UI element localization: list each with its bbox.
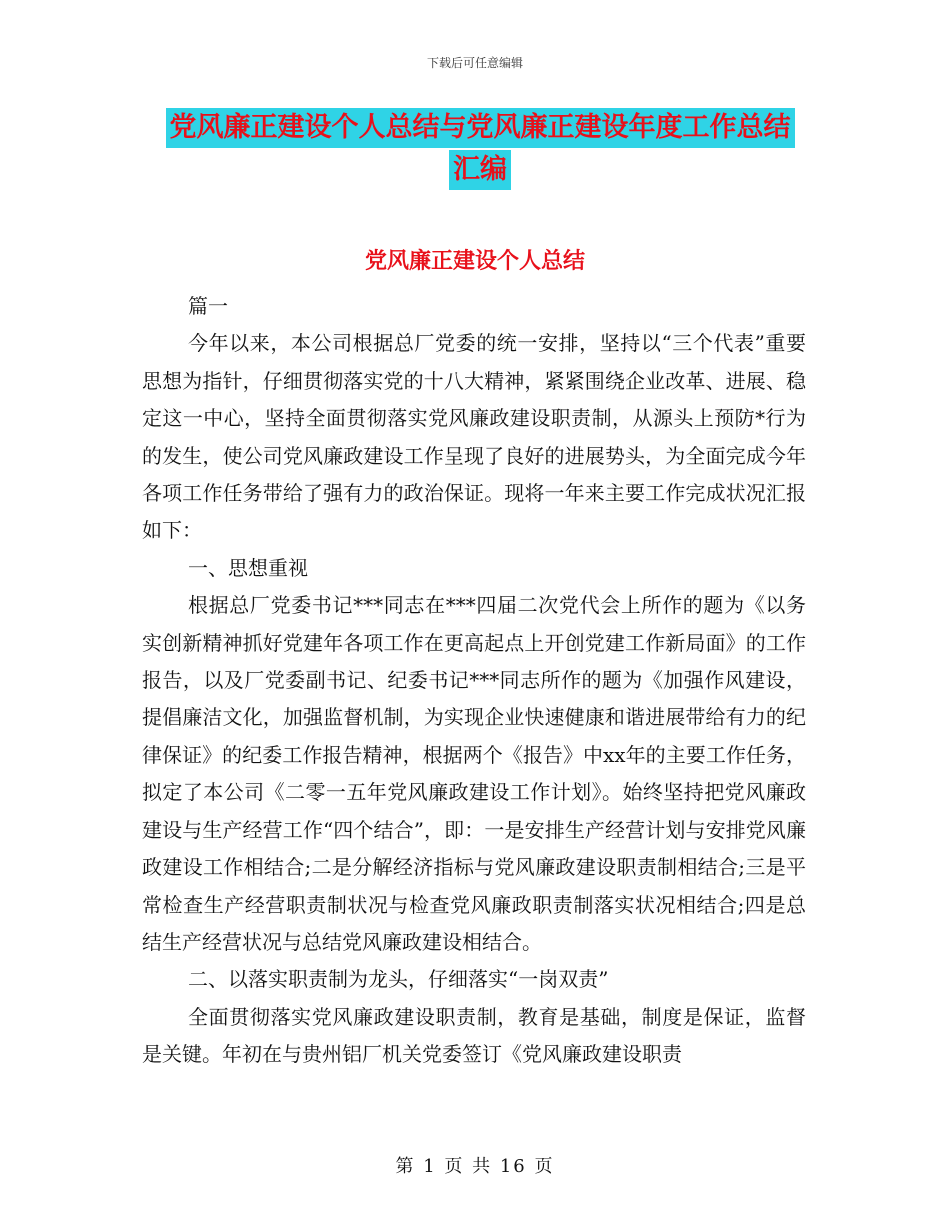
document-body (142, 288, 806, 1074)
document-title (140, 108, 820, 190)
header-note: 下载后可任意编辑 (426, 56, 523, 70)
title-line-2: 汇编 (449, 150, 511, 190)
paragraph-heading-part1: 篇一 (188, 294, 228, 318)
page-number: 第 1 页 共 16 页 (395, 1156, 555, 1177)
paragraph: 全面贯彻落实党风廉政建设职责制，教育是基础，制度是保证，监督是关键。年初在与贵州铝厂机关党委签订《党风廉政建设职责 (142, 1004, 806, 1067)
title-line-1: 党风廉正建设个人总结与党风廉正建设年度工作总结 (166, 108, 795, 148)
section-subtitle: 党风廉正建设个人总结 (364, 249, 585, 274)
section-heading: 一、思想重视 (188, 555, 308, 580)
section-heading: 二、以落实职责制为龙头，仔细落实“一岗双责” (188, 967, 609, 992)
paragraph: 今年以来，本公司根据总厂党委的统一安排，坚持以“三个代表”重要思想为指针，仔细贯彻落实党的十八大精神，紧紧围绕企业改革、进展、稳定这一中心，坚持全面贯彻落实党风廉政建设职责制，从源头上预防*行为的发生，使公司党风廉政建设工作呈现了良好的进展势头，为全面完成今年各项工作任务带给了强有力的政治保证。现将一年来主要工作完成状况汇报如下： (142, 331, 806, 543)
paragraph: 根据总厂党委书记***同志在***四届二次党代会上所作的题为《以务实创新精神抓好党建年各项工作在更高起点上开创党建工作新局面》的工作报告，以及厂党委副书记、纪委书记***同志所作的题为《加强作风建设，提倡廉洁文化，加强监督机制，为实现企业快速健康和谐进展带给有力的纪律保证》的纪委工作报告精神，根据两个《报告》中xx年的主要工作任务，拟定了本公司《二零一五年党风廉政建设工作计划》。始终坚持把党风廉政建设与生产经营工作“四个结合”，即：一是安排生产经营计划与安排党风廉政建设工作相结合;二是分解经济指标与党风廉政建设职责制相结合;三是平常检查生产经营职责制状况与检查党风廉政职责制落实状况相结合;四是总结生产经营状况与总结党风廉政建设相结合。 (142, 593, 806, 954)
